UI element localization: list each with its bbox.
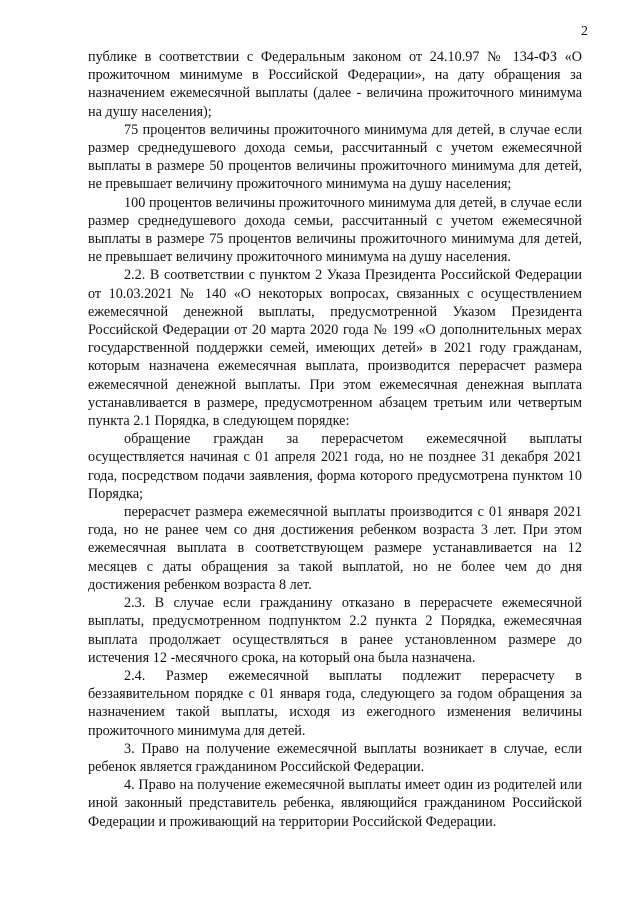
page-number: 2 — [581, 24, 588, 39]
paragraph-continuation: публике в соответствии с Федеральным законом от 24.10.97 № 134-ФЗ «О прожиточном минимуме в Российской Федерации», на дату обращения за назначением ежемесячной выплаты (далее - величина прожиточного минимума на душу населения); — [88, 49, 582, 120]
paragraph-4: 4. Право на получение ежемесячной выплаты имеет один из родителей или иной законный представитель ребенка, являющийся гражданином Российской Федерации и проживающий на территории Российской Федерации. — [88, 777, 582, 830]
paragraph-application-recalculation: обращение граждан за перерасчетом ежемесячной выплаты осуществляется начиная с 01 апреля 2021 года, но не позднее 31 декабря 2021 года, посредством подачи заявления, форма которого предусмотрена пунктом 10 Порядка; — [88, 431, 582, 502]
paragraph-3: 3. Право на получение ежемесячной выплаты возникает в случае, если ребенок является гражданином Российской Федерации. — [88, 740, 582, 775]
document-body — [88, 48, 582, 831]
paragraph-recalculation-period: перерасчет размера ежемесячной выплаты производится с 01 января 2021 года, но не ранее чем со дня достижения ребенком возраста 3 лет. При этом ежемесячная выплата в соответствующем размере устанавливается на 12 месяцев с даты обращения за такой выплатой, но не более чем до дня достижения ребенком возраста 8 лет. — [88, 504, 582, 593]
paragraph-100-percent: 100 процентов величины прожиточного минимума для детей, в случае если размер среднедушевого дохода семьи, рассчитанный с учетом ежемесячной выплаты в размере 75 процентов величины прожиточного минимума для детей, не превышает величину прожиточного минимума на душу населения. — [88, 194, 582, 266]
paragraph-2-2: 2.2. В соответствии с пунктом 2 Указа Президента Российской Федерации от 10.03.2021 № 140 «О некоторых вопросах, связанных с осуществлением ежемесячной денежной выплаты, предусмотренной Указом Президента Российской Федерации от 20 марта 2020 года № 199 «О дополнительных мерах государственной поддержки семей, имеющих детей» в 2021 году гражданам, которым назначена ежемесячная выплата, производится перерасчет размера ежемесячной денежной выплаты. При этом ежемесячная денежная выплата устанавливается в размере, предусмотренном абзацем третьим или четвертым пункта 2.1 Порядка, в следующем порядке: — [88, 267, 582, 430]
paragraph-2-3: 2.3. В случае если гражданину отказано в перерасчете ежемесячной выплаты, предусмотренном подпунктом 2.2 пункта 2 Порядка, ежемесячная выплата продолжает осуществляться в ранее установленном размере до истечения 12 -месячного срока, на который она была назначена. — [88, 595, 582, 666]
paragraph-2-4: 2.4. Размер ежемесячной выплаты подлежит перерасчету в беззаявительном порядке с 01 января года, следующего за годом обращения за назначением такой выплаты, исходя из ежегодного изменения величины прожиточного минимума для детей. — [88, 667, 582, 739]
paragraph-75-percent: 75 процентов величины прожиточного минимума для детей, в случае если размер среднедушевого дохода семьи, рассчитанный с учетом ежемесячной выплаты в размере 50 процентов величины прожиточного минимума для детей, не превышает величину прожиточного минимума на душу населения; — [88, 121, 582, 193]
